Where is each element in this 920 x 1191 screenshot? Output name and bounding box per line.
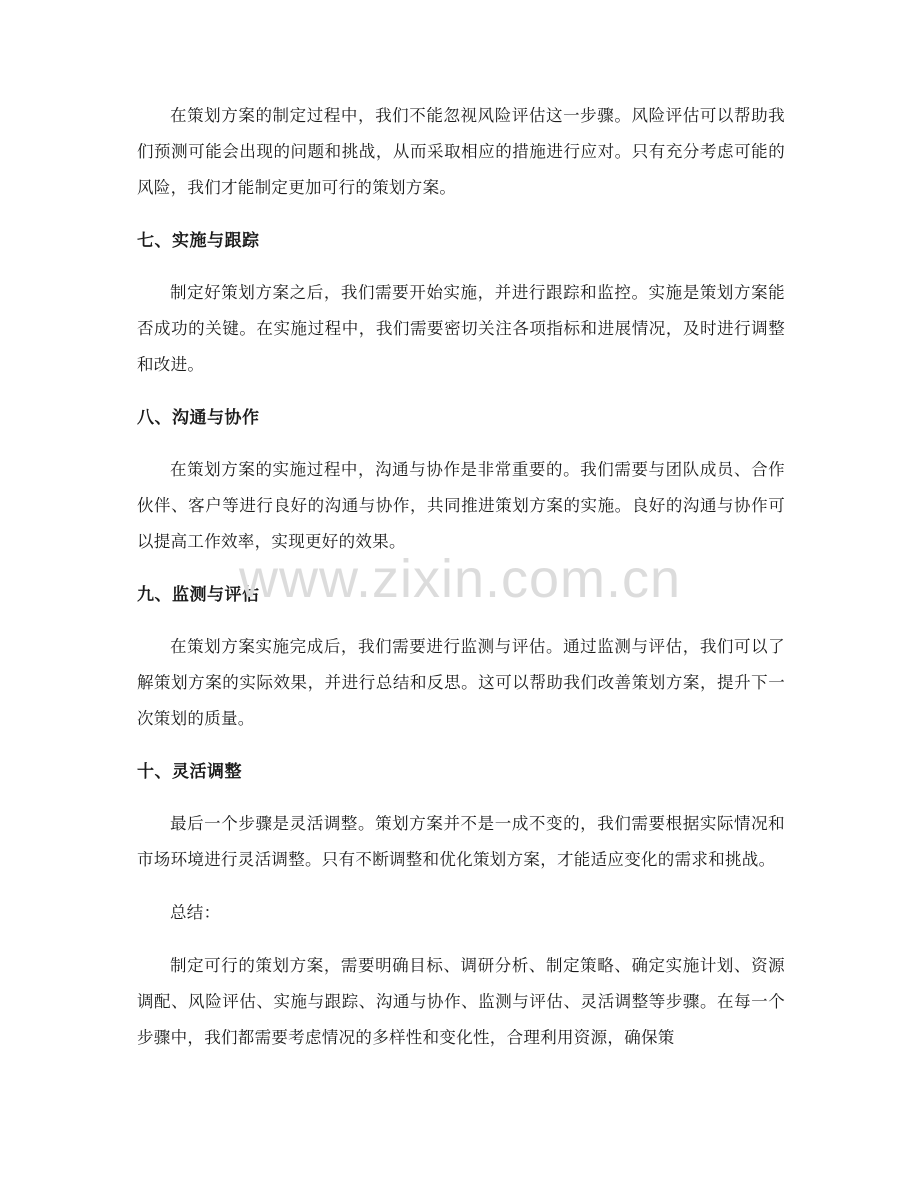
spacer [137, 931, 785, 948]
paragraph-section-10: 最后一个步骤是灵活调整。策划方案并不是一成不变的，我们需要根据实际情况和市场环境进行灵活调整。只有不断调整和优化策划方案，才能适应变化的需求和挑战。 [137, 814, 785, 869]
spacer [137, 436, 785, 452]
heading-section-7: 七、实施与跟踪 [137, 231, 260, 251]
spacer [137, 613, 785, 629]
paragraph-summary: 制定可行的策划方案，需要明确目标、调研分析、制定策略、确定实施计划、资源调配、风险评估、实施与跟踪、沟通与协作、监测与评估、灵活调整等步骤。在每一个步骤中，我们都需要考虑情况的多样性和变化性，合理利用资源，确保策 [137, 956, 785, 1047]
paragraph-section-7: 制定好策划方案之后，我们需要开始实施，并进行跟踪和监控。实施是策划方案能否成功的关键。在实施过程中，我们需要密切关注各项指标和进展情况，及时进行调整和改进。 [137, 283, 785, 374]
paragraph-section-8: 在策划方案的实施过程中，沟通与协作是非常重要的。我们需要与团队成员、合作伙伴、客户等进行良好的沟通与协作，共同推进策划方案的实施。良好的沟通与协作可以提高工作效率，实现更好的效果。 [137, 460, 785, 551]
heading-section-10: 十、灵活调整 [137, 762, 242, 782]
spacer [137, 383, 785, 400]
document-body [137, 98, 785, 1056]
watermark-text: www.zixin.com.cn [238, 549, 682, 609]
paragraph-risk-assessment: 在策划方案的制定过程中，我们不能忽视风险评估这一步骤。风险评估可以帮助我们预测可能会出现的问题和挑战，从而采取相应的措施进行应对。只有充分考虑可能的风险，我们才能制定更加可行的策划方案。 [137, 106, 785, 197]
summary-label: 总结： [170, 903, 221, 922]
spacer [137, 259, 785, 275]
heading-section-8: 八、沟通与协作 [137, 408, 260, 428]
spacer [137, 737, 785, 754]
spacer [137, 790, 785, 806]
paragraph-section-9: 在策划方案实施完成后，我们需要进行监测与评估。通过监测与评估，我们可以了解策划方案的实际效果，并进行总结和反思。这可以帮助我们改善策划方案，提升下一次策划的质量。 [137, 637, 785, 728]
spacer [137, 560, 785, 577]
heading-section-9: 九、监测与评估 [137, 585, 260, 605]
spacer [137, 878, 785, 895]
spacer [137, 206, 785, 223]
